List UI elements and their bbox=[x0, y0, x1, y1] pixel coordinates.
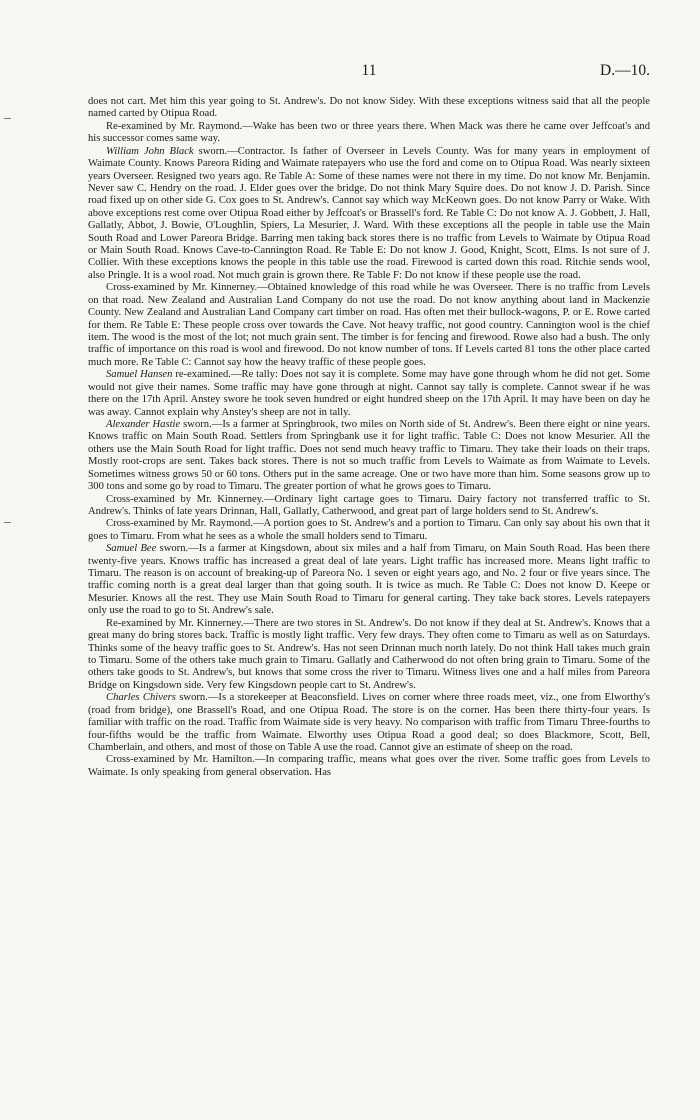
paragraph bbox=[88, 518, 650, 543]
document-code: D.—10. bbox=[600, 62, 650, 79]
paragraph-text: Cross-examined by Mr. Raymond.—A portion goes to St. Andrew's and a portion to Timaru. Can only say about his own that it goes to Timaru. From what he sees as a whole the small holders send to Timaru. bbox=[88, 518, 650, 542]
paragraph-text: Re-examined by Mr. Raymond.—Wake has been two or three years there. When Mack was there he came over Jeffcoat's and his successor comes same way. bbox=[88, 120, 650, 145]
paragraph bbox=[88, 494, 650, 519]
paragraph-text: Re-examined by Mr. Kinnerney.—There are two stores in St. Andrew's. Do not know if they deal at St. Andrew's. Knows that a great many do bring stores back. Traffic is mostly light traffic. Very few drays. They often come to Timaru as well as on Saturdays. Thinks some of the heavy traffic goes to St. Andrew's. Has not seen Drinnan much north lately. Do not think Hall takes much grain to Timaru. Some of the others take much grain to Timaru. Gallatly and Catherwood do not often bring grain to Timaru. Some of the others take goods to St. Andrew's, but knows that some cross the river to Timaru. Witness lives one and a half miles from Pareora Bridge on Kingsdown side. Very few Kingsdown people cart to St. Andrew's. bbox=[88, 617, 650, 691]
paragraph bbox=[88, 419, 650, 494]
page-number: 11 bbox=[361, 62, 377, 79]
page-header bbox=[88, 62, 650, 82]
paragraph bbox=[88, 754, 650, 779]
paragraph-text: Cross-examined by Mr. Hamilton.—In comparing traffic, means what goes over the river. Some traffic goes from Levels to Waimate. Is only speaking from general observation. Has bbox=[88, 754, 650, 778]
paragraph bbox=[88, 282, 650, 369]
paragraph-text: Cross-examined by Mr. Kinnerney.—Obtained knowledge of this road while he was Overseer. There is no traffic from Levels on that road. New Zealand and Australian Land Company do not use the road. Do not know anything about land in Mackenzie County. New Zealand and Australian Land Company cart timber on road. Has often met their bullock-wagons, P. or E. Rowe carted for them. Re Table E: These people cross over towards the Cave. Not heavy traffic, not good country. Cannington wool is the chief item. The wood is the most of the lot; not much grain sent. The timber is for fencing and firewood. Rowe also had a bush. The only traffic of importance on this road is wool and firewood. Do not know number of tons. If Levels carted 81 tons the other place carted much more. Re Table C: Cannot say how the heavy traffic of these people goes. bbox=[88, 282, 650, 368]
paragraph-text: re-examined.—Re tally: Does not say it is complete. Some may have gone through whom he did not get. Some would not give their names. Some traffic may have gone through at night. Cannot say tally is complete. Cannot swear if he was there on the 17th April. Anstey swore he took seven hundred or eight hundred sheep on the 17th April. It may have been on day he was away. Cannot explain why Anstey's sheep are not in tally. bbox=[88, 369, 650, 418]
paragraph-text: sworn.—Is a farmer at Springbrook, two miles on North side of St. Andrew's. Been there eight or nine years. Knows traffic on Main South Road. Settlers from Springbank use it for light traffic. Table C: Does not know Mesurier. All the others use the Main South Road for light traffic. Does not send much heavy traffic to Timaru. They take their loads on their traps. Mostly root-crops are sent. Takes back stores. There is not so much traffic from Levels to Waimate as from Waimate to Levels. Sometimes witness grows 50 or 60 tons. Others put in the same acreage. One or two have more than him. Some seasons grow up to 300 tons and some go by road to Timaru. The greater portion of what he grows goes to Timaru. bbox=[88, 418, 650, 493]
paragraph-text: sworn.—Is a storekeeper at Beaconsfield. Lives on corner where three roads meet, viz., one from Elworthy's (road from bridge), one Brassell's Road, and one Otipua Road. The store is on the corner. Has been there thirty-four years. Is familiar with traffic on the road. Traffic from Waimate side is very heavy. No comparison with traffic from Timaru Three-fourths to four-fifths would be the traffic from Waimate. Elworthy uses Otipua Road a good deal; so does Blackmore, Scott, Bell, Chamberlain, and others, and most of those on Table A use the road. Cannot give an estimate of sheep on the road. bbox=[88, 692, 650, 753]
witness-name: Alexander Hastie bbox=[106, 418, 181, 430]
witness-name: Charles Chivers bbox=[106, 692, 176, 704]
paragraph bbox=[88, 618, 650, 693]
paragraph bbox=[88, 692, 650, 754]
witness-name: Samuel Hansen bbox=[106, 369, 173, 381]
paragraph bbox=[88, 121, 650, 146]
paragraph-text: sworn.—Contractor. Is father of Overseer in Levels County. Was for many years in employment of Waimate County. Knows Pareora Riding and Waimate ratepayers who use the ford and come on to Otipua Road. Was nearly sixteen years Overseer. Resigned two years ago. Re Table A: Some of these names were not there in my time. Do not know Mr. Benjamin. Never saw C. Hendry on the road. J. Elder goes over the bridge. Do not think Mary Squire does. Do not know J. D. Parish. Since road fixed up on other side G. Cox goes to St. Andrew's. Cannot say which way McKeown goes. Do not know Parry or Wake. With above exceptions rest come over Otipua Road either by Jeffcoat's or Brassell's ford. Re Table C: Do not know A. J. Gobbett, J. Hall, Gallatly, Abbot, J. Bowie, O'Loughlin, Spiers, La Mesurier, J. Ward. With these exceptions all the people in table use the Main South Road and Lower Pareora Bridge. Barring men taking back stores there is no traffic from Levels to Waimate by Otipua Road or Main South Road. Knows Cave-to-Cannington Road. Re Table E: Do not know J. Good, Knight, Scott, Elms. Is not sure of J. Collier. With these exceptions knows the people in this table use the road. Firewood is carted down this road. Ritchie sends wool, also Pringle. It is a wool road. Not much grain is grown there. Re Table F: Do not know if these people use the road. bbox=[88, 145, 650, 281]
paragraph-text: sworn.—Is a farmer at Kingsdown, about six miles and a half from Timaru, on Main South Road. Has been there twenty-five years. Knows traffic has increased a great deal of late years. Light traffic has increased more. Means light traffic to Timaru. The reason is on account of breaking-up of Pareora No. 1 seven or eight years ago, and No. 2 four or five years since. The traffic coming north is a great deal larger than that going south. It is twice as much. Re Table C: Does not know D. Keepe or Mesurier. Knows all the rest. They use Main South Road to Timaru for general carting. They take back stores. Levels ratepayers only use the road to go to St. Andrew's sale. bbox=[88, 543, 650, 617]
margin-mark bbox=[4, 522, 11, 523]
margin-mark bbox=[4, 118, 11, 119]
paragraph bbox=[88, 96, 650, 121]
paragraph-text: does not cart. Met him this year going to St. Andrew's. Do not know Sidey. With these exceptions witness said that all the people named carted by Otipua Road. bbox=[88, 96, 650, 120]
paragraph bbox=[88, 369, 650, 419]
witness-name: William John Black bbox=[106, 145, 194, 157]
paragraph bbox=[88, 146, 650, 283]
witness-name: Samuel Bee bbox=[106, 543, 157, 555]
paragraph-text: Cross-examined by Mr. Kinnerney.—Ordinary light cartage goes to Timaru. Dairy factory not transferred traffic to St. Andrew's. Thinks of late years Drinnan, Hall, Gallatly, Catherwood, and great part of large holders send to St. Andrew's. bbox=[88, 493, 650, 517]
body-text bbox=[88, 96, 650, 779]
paragraph bbox=[88, 543, 650, 618]
